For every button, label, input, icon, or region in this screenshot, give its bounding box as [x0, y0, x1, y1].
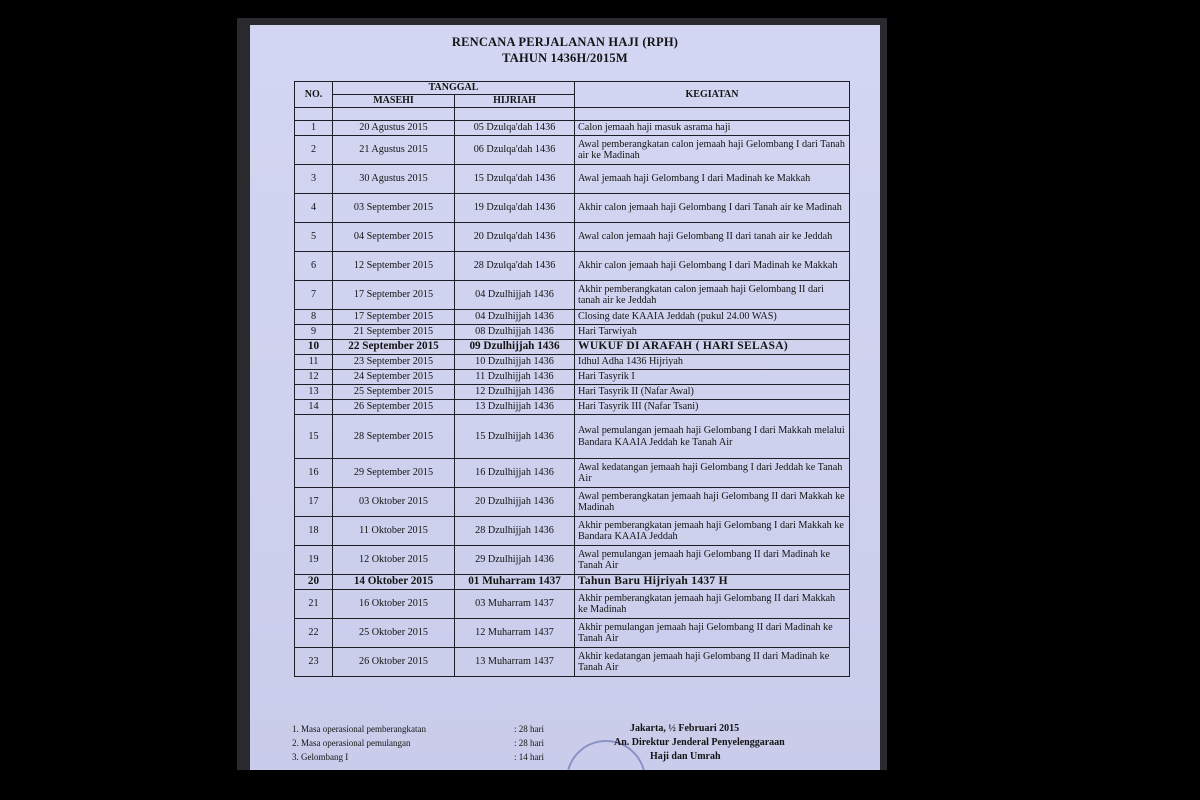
table-row [295, 400, 850, 415]
cell-no: 15 [295, 415, 333, 459]
cell-kegiatan: Hari Tasyrik I [575, 370, 850, 385]
header-kegiatan: KEGIATAN [575, 82, 850, 108]
cell-no: 9 [295, 325, 333, 340]
cell-hijriah: 05 Dzulqa'dah 1436 [455, 121, 575, 136]
cell-kegiatan: Akhir pemberangkatan calon jemaah haji Gelombang II dari tanah air ke Jeddah [575, 281, 850, 310]
cell-hijriah: 04 Dzulhijjah 1436 [455, 281, 575, 310]
signature-role: Haji dan Umrah [650, 751, 721, 762]
cell-hijriah: 08 Dzulhijjah 1436 [455, 325, 575, 340]
table-row [295, 223, 850, 252]
cell-no: 7 [295, 281, 333, 310]
table-row [295, 459, 850, 488]
cell-no: 18 [295, 517, 333, 546]
cell-no: 6 [295, 252, 333, 281]
cell-kegiatan: Akhir calon jemaah haji Gelombang I dari Madinah ke Makkah [575, 252, 850, 281]
cell-masehi: 24 September 2015 [333, 370, 455, 385]
cell-kegiatan: Hari Tarwiyah [575, 325, 850, 340]
table-row [295, 648, 850, 677]
cell-hijriah: 10 Dzulhijjah 1436 [455, 355, 575, 370]
signature-block [606, 722, 866, 764]
cell-masehi: 03 Oktober 2015 [333, 488, 455, 517]
cell-no: 8 [295, 310, 333, 325]
cell-kegiatan: WUKUF DI ARAFAH ( HARI SELASA) [575, 340, 850, 355]
cell-no: 1 [295, 121, 333, 136]
note-item [292, 736, 572, 750]
cell-masehi: 21 Agustus 2015 [333, 136, 455, 165]
note-item [292, 722, 572, 736]
cell-masehi: 21 September 2015 [333, 325, 455, 340]
note-value: : 14 hari [514, 752, 544, 762]
cell-no: 20 [295, 575, 333, 590]
spacer-row [295, 108, 850, 121]
table-row [295, 415, 850, 459]
cell-hijriah: 15 Dzulqa'dah 1436 [455, 165, 575, 194]
cell-masehi: 12 Oktober 2015 [333, 546, 455, 575]
document-page [250, 25, 880, 770]
signature-office: An. Direktur Jenderal Penyelenggaraan [614, 737, 785, 748]
cell-no: 23 [295, 648, 333, 677]
schedule-table [294, 81, 850, 677]
cell-masehi: 25 September 2015 [333, 385, 455, 400]
notes-list [292, 722, 572, 764]
cell-masehi: 04 September 2015 [333, 223, 455, 252]
note-value: : 28 hari [514, 738, 544, 748]
cell-hijriah: 04 Dzulhijjah 1436 [455, 310, 575, 325]
cell-masehi: 17 September 2015 [333, 310, 455, 325]
table-row [295, 325, 850, 340]
cell-hijriah: 28 Dzulqa'dah 1436 [455, 252, 575, 281]
table-row [295, 370, 850, 385]
cell-hijriah: 28 Dzulhijjah 1436 [455, 517, 575, 546]
cell-masehi: 16 Oktober 2015 [333, 590, 455, 619]
cell-no: 10 [295, 340, 333, 355]
cell-kegiatan: Idhul Adha 1436 Hijriyah [575, 355, 850, 370]
cell-no: 3 [295, 165, 333, 194]
cell-no: 16 [295, 459, 333, 488]
cell-no: 11 [295, 355, 333, 370]
cell-kegiatan: Akhir pemulangan jemaah haji Gelombang II dari Madinah ke Tanah Air [575, 619, 850, 648]
cell-masehi: 03 September 2015 [333, 194, 455, 223]
cell-masehi: 26 Oktober 2015 [333, 648, 455, 677]
cell-masehi: 20 Agustus 2015 [333, 121, 455, 136]
header-tanggal: TANGGAL [333, 82, 575, 95]
cell-masehi: 23 September 2015 [333, 355, 455, 370]
cell-hijriah: 12 Muharram 1437 [455, 619, 575, 648]
document-subtitle: TAHUN 1436H/2015M [502, 51, 628, 65]
cell-kegiatan: Awal jemaah haji Gelombang I dari Madinah ke Makkah [575, 165, 850, 194]
table-row [295, 590, 850, 619]
cell-hijriah: 29 Dzulhijjah 1436 [455, 546, 575, 575]
cell-kegiatan: Awal pemulangan jemaah haji Gelombang II dari Madinah ke Tanah Air [575, 546, 850, 575]
cell-hijriah: 01 Muharram 1437 [455, 575, 575, 590]
cell-masehi: 30 Agustus 2015 [333, 165, 455, 194]
header-hijriah: HIJRIAH [455, 95, 575, 108]
cell-kegiatan: Closing date KAAIA Jeddah (pukul 24.00 WAS) [575, 310, 850, 325]
cell-no: 4 [295, 194, 333, 223]
cell-no: 17 [295, 488, 333, 517]
cell-masehi: 29 September 2015 [333, 459, 455, 488]
table-row [295, 385, 850, 400]
table-row [295, 121, 850, 136]
cell-masehi: 11 Oktober 2015 [333, 517, 455, 546]
cell-hijriah: 15 Dzulhijjah 1436 [455, 415, 575, 459]
table-row [295, 310, 850, 325]
table-row [295, 281, 850, 310]
table-row [295, 194, 850, 223]
header-masehi: MASEHI [333, 95, 455, 108]
signature-place-date: Jakarta, ½ Februari 2015 [630, 723, 740, 734]
table-row [295, 136, 850, 165]
cell-kegiatan: Calon jemaah haji masuk asrama haji [575, 121, 850, 136]
cell-kegiatan: Tahun Baru Hijriyah 1437 H [575, 575, 850, 590]
note-label: 2. Masa operasional pemulangan [292, 738, 411, 748]
cell-hijriah: 13 Dzulhijjah 1436 [455, 400, 575, 415]
cell-no: 22 [295, 619, 333, 648]
note-label: 3. Gelombang I [292, 752, 349, 762]
note-item [292, 750, 572, 764]
table-row [295, 252, 850, 281]
cell-hijriah: 20 Dzulhijjah 1436 [455, 488, 575, 517]
cell-kegiatan: Akhir kedatangan jemaah haji Gelombang II dari Madinah ke Tanah Air [575, 648, 850, 677]
cell-masehi: 28 September 2015 [333, 415, 455, 459]
cell-no: 5 [295, 223, 333, 252]
cell-kegiatan: Akhir pemberangkatan jemaah haji Gelombang I dari Makkah ke Bandara KAAIA Jeddah [575, 517, 850, 546]
cell-hijriah: 13 Muharram 1437 [455, 648, 575, 677]
cell-kegiatan: Akhir pemberangkatan jemaah haji Gelombang II dari Makkah ke Madinah [575, 590, 850, 619]
cell-masehi: 14 Oktober 2015 [333, 575, 455, 590]
cell-no: 14 [295, 400, 333, 415]
note-value: : 28 hari [514, 724, 544, 734]
cell-kegiatan: Awal pemulangan jemaah haji Gelombang I dari Makkah melalui Bandara KAAIA Jeddah ke Tanah Air [575, 415, 850, 459]
cell-no: 19 [295, 546, 333, 575]
cell-no: 21 [295, 590, 333, 619]
cell-kegiatan: Akhir calon jemaah haji Gelombang I dari Tanah air ke Madinah [575, 194, 850, 223]
cell-no: 13 [295, 385, 333, 400]
cell-masehi: 22 September 2015 [333, 340, 455, 355]
cell-hijriah: 19 Dzulqa'dah 1436 [455, 194, 575, 223]
cell-kegiatan: Hari Tasyrik II (Nafar Awal) [575, 385, 850, 400]
cell-no: 12 [295, 370, 333, 385]
cell-hijriah: 06 Dzulqa'dah 1436 [455, 136, 575, 165]
table-row [295, 517, 850, 546]
cell-kegiatan: Awal kedatangan jemaah haji Gelombang I dari Jeddah ke Tanah Air [575, 459, 850, 488]
note-label: 1. Masa operasional pemberangkatan [292, 724, 426, 734]
document-title: RENCANA PERJALANAN HAJI (RPH) [451, 35, 679, 49]
cell-masehi: 12 September 2015 [333, 252, 455, 281]
cell-hijriah: 12 Dzulhijjah 1436 [455, 385, 575, 400]
table-row [295, 546, 850, 575]
table-row [295, 575, 850, 590]
cell-hijriah: 16 Dzulhijjah 1436 [455, 459, 575, 488]
cell-kegiatan: Awal pemberangkatan jemaah haji Gelombang II dari Makkah ke Madinah [575, 488, 850, 517]
cell-hijriah: 09 Dzulhijjah 1436 [455, 340, 575, 355]
cell-masehi: 17 September 2015 [333, 281, 455, 310]
header-no: NO. [295, 82, 333, 108]
table-row [295, 488, 850, 517]
table-row [295, 340, 850, 355]
cell-masehi: 26 September 2015 [333, 400, 455, 415]
cell-kegiatan: Awal calon jemaah haji Gelombang II dari tanah air ke Jeddah [575, 223, 850, 252]
cell-kegiatan: Hari Tasyrik III (Nafar Tsani) [575, 400, 850, 415]
cell-hijriah: 20 Dzulqa'dah 1436 [455, 223, 575, 252]
cell-masehi: 25 Oktober 2015 [333, 619, 455, 648]
table-row [295, 619, 850, 648]
cell-kegiatan: Awal pemberangkatan calon jemaah haji Gelombang I dari Tanah air ke Madinah [575, 136, 850, 165]
cell-hijriah: 11 Dzulhijjah 1436 [455, 370, 575, 385]
table-row [295, 165, 850, 194]
cell-hijriah: 03 Muharram 1437 [455, 590, 575, 619]
table-row [295, 355, 850, 370]
cell-no: 2 [295, 136, 333, 165]
